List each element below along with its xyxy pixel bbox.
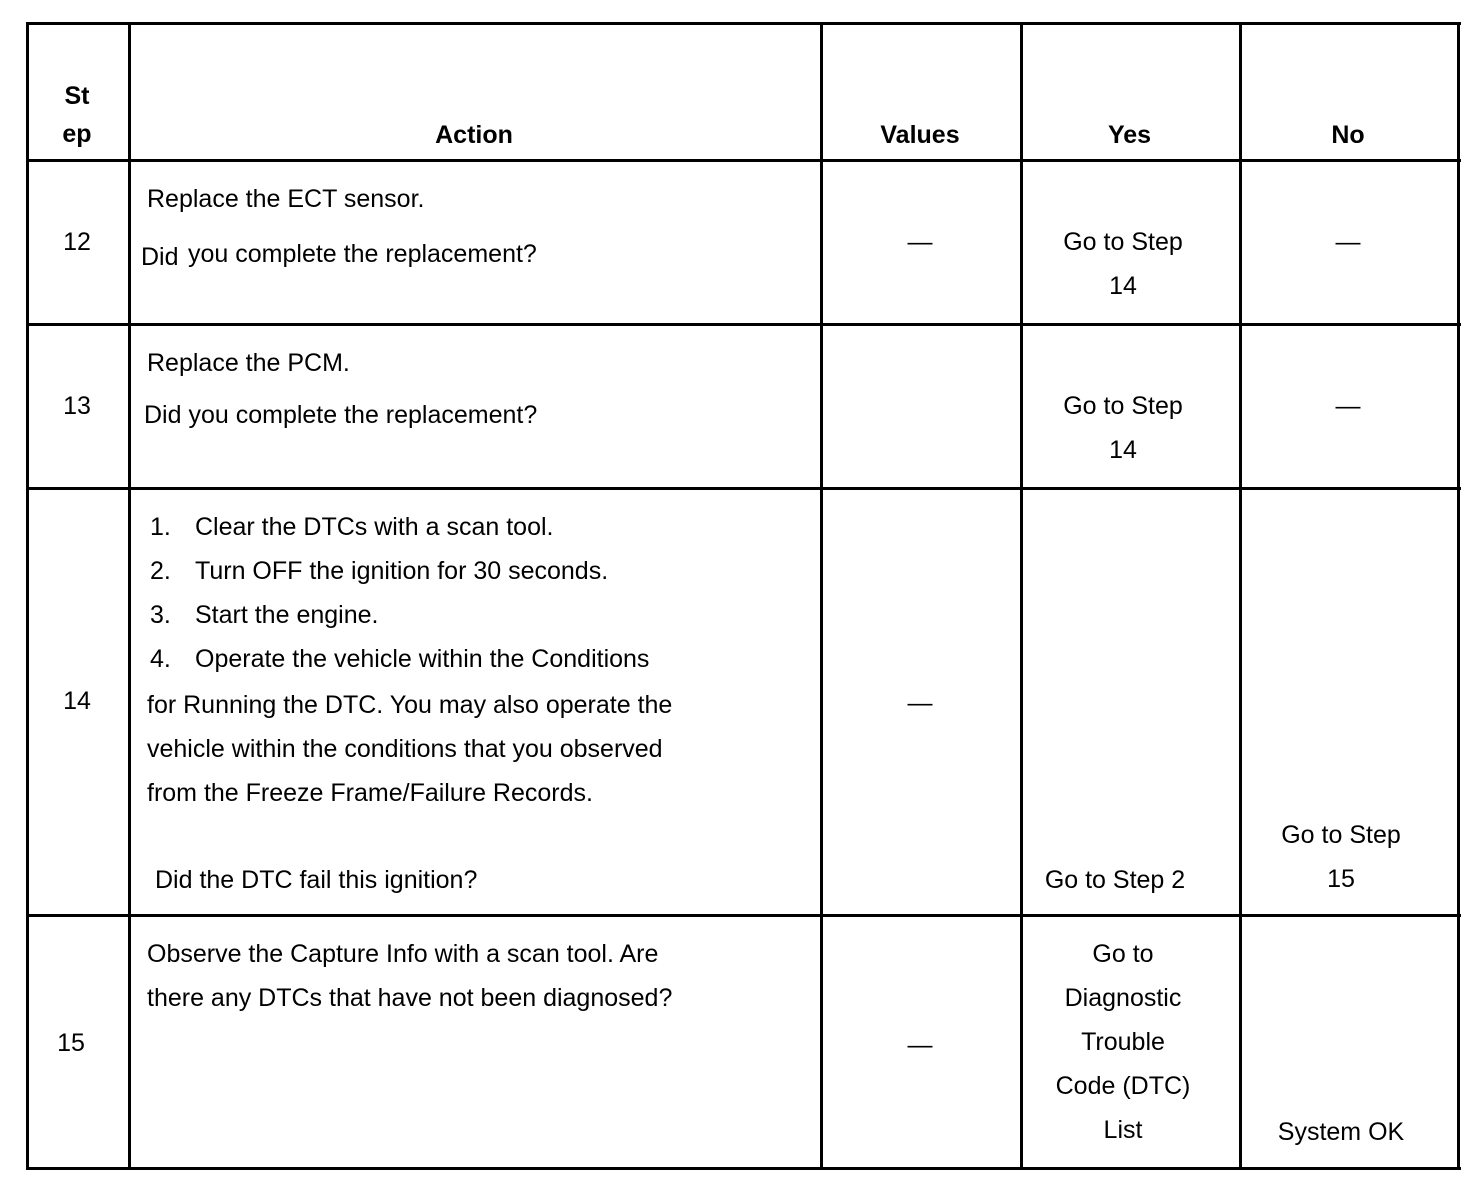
action-text: Did — [141, 243, 179, 271]
header-yes: Yes — [1107, 121, 1152, 149]
list-number: 3. — [150, 601, 171, 629]
yes-line: Trouble — [1081, 1028, 1165, 1056]
step-number: 14 — [63, 687, 91, 715]
action-line: Observe the Capture Info with a scan tool. Are — [147, 940, 659, 968]
yes-line: Go to — [1092, 940, 1154, 968]
header-step — [26, 77, 128, 153]
yes-line: Go to Step — [1063, 228, 1183, 256]
yes-line: 14 — [1109, 436, 1137, 464]
table-border-right — [1457, 22, 1460, 1170]
column-divider — [128, 22, 131, 1170]
action-question: Did the DTC fail this ignition? — [155, 866, 478, 894]
list-text: Turn OFF the ignition for 30 seconds. — [195, 557, 609, 585]
diagnostic-table — [26, 22, 1461, 1170]
header-action: Action — [435, 121, 513, 149]
list-text: Clear the DTCs with a scan tool. — [195, 513, 554, 541]
yes-line: Go to Step — [1063, 392, 1183, 420]
yes-line: List — [1103, 1116, 1143, 1144]
step-number: 15 — [57, 1029, 85, 1057]
action-line: from the Freeze Frame/Failure Records. — [147, 779, 593, 807]
list-number: 4. — [150, 645, 171, 673]
table-border-left — [26, 22, 29, 1170]
list-text: Start the engine. — [195, 601, 379, 629]
values-dash: — — [907, 689, 933, 717]
table-border-bottom — [26, 1167, 1461, 1170]
row-divider — [26, 323, 1461, 326]
yes-go-to-step — [1020, 384, 1226, 472]
action-text: Replace the ECT sensor. — [147, 185, 425, 213]
action-text: you complete the replacement? — [188, 240, 537, 268]
action-continuation — [147, 683, 672, 815]
step-number: 12 — [63, 228, 91, 256]
no-dash: — — [1335, 392, 1361, 420]
list-item — [150, 593, 649, 637]
no-dash: — — [1335, 228, 1361, 256]
no-line: Go to Step — [1281, 821, 1401, 849]
yes-line: Code (DTC) — [1055, 1072, 1191, 1100]
table-border-top — [26, 22, 1461, 25]
list-number: 1. — [150, 513, 171, 541]
header-step-line2: ep — [62, 120, 92, 148]
row-divider — [26, 487, 1461, 490]
action-list — [150, 505, 649, 681]
no-system-ok: System OK — [1277, 1118, 1405, 1146]
action-text: Did you complete the replacement? — [144, 401, 538, 429]
list-item — [150, 549, 649, 593]
yes-go-to-step: Go to Step 2 — [1044, 866, 1186, 894]
list-text: Operate the vehicle within the Conditions — [195, 645, 650, 673]
values-dash: — — [907, 1031, 933, 1059]
yes-go-to-dtc-list — [1020, 932, 1226, 1152]
column-divider — [1239, 22, 1242, 1170]
header-values: Values — [880, 121, 960, 149]
header-no: No — [1331, 121, 1365, 149]
action-line: for Running the DTC. You may also operate the — [147, 691, 673, 719]
action-line: vehicle within the conditions that you observed — [147, 735, 663, 763]
list-item — [150, 637, 649, 681]
header-divider — [26, 159, 1461, 162]
action-text — [147, 932, 672, 1020]
list-item — [150, 505, 649, 549]
no-line: 15 — [1327, 865, 1355, 893]
column-divider — [820, 22, 823, 1170]
action-line: there any DTCs that have not been diagnosed? — [147, 984, 673, 1012]
yes-go-to-step — [1020, 220, 1226, 308]
header-step-line1: St — [64, 82, 90, 110]
values-dash: — — [907, 228, 933, 256]
row-divider — [26, 914, 1461, 917]
step-number: 13 — [63, 392, 91, 420]
yes-line: 14 — [1109, 272, 1137, 300]
yes-line: Diagnostic — [1064, 984, 1182, 1012]
no-go-to-step — [1239, 813, 1443, 901]
action-text: Replace the PCM. — [147, 349, 350, 377]
list-number: 2. — [150, 557, 171, 585]
